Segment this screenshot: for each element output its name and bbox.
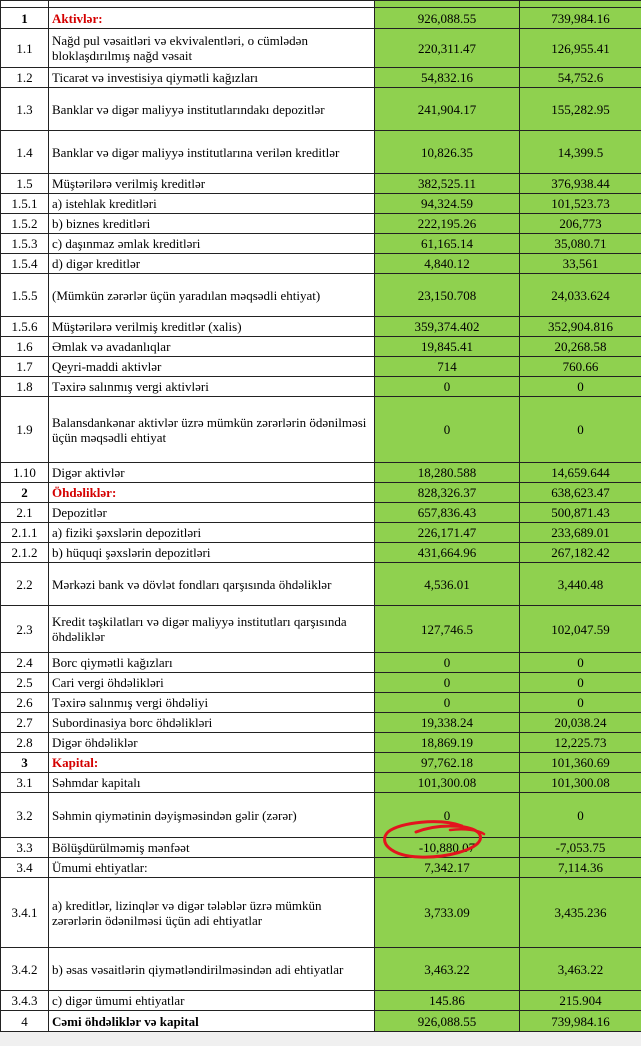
row-label: Kapital:	[49, 753, 375, 773]
value-current-period: 23,150.708	[375, 274, 520, 317]
table-row	[1, 357, 641, 377]
value-current-period: 3,733.09	[375, 878, 520, 948]
value-current-period: 94,324.59	[375, 194, 520, 214]
value-current-period: -10,880.07	[375, 838, 520, 858]
row-label: c) digər ümumi ehtiyatlar	[49, 991, 375, 1011]
value-current-period: 7,342.17	[375, 858, 520, 878]
value-previous-period: 0	[520, 693, 641, 713]
table-row	[1, 317, 641, 337]
value-previous-period: -7,053.75	[520, 838, 641, 858]
table-row	[1, 563, 641, 606]
row-label: Borc qiymətli kağızları	[49, 653, 375, 673]
table-row	[1, 693, 641, 713]
table-row	[1, 8, 641, 29]
table-row	[1, 483, 641, 503]
value-current-period: 0	[375, 793, 520, 838]
table-row	[1, 377, 641, 397]
row-label: Müştərilərə verilmiş kreditlər	[49, 174, 375, 194]
page-bottom-strip	[0, 1032, 641, 1046]
table-row	[1, 606, 641, 653]
row-number: 3.2	[1, 793, 49, 838]
row-number: 3.4.3	[1, 991, 49, 1011]
row-number: 2.7	[1, 713, 49, 733]
row-label: Aktivlər:	[49, 8, 375, 29]
value-current-period: 19,338.24	[375, 713, 520, 733]
value-current-period: 127,746.5	[375, 606, 520, 653]
row-number: 1.8	[1, 377, 49, 397]
value-current-period: 61,165.14	[375, 234, 520, 254]
table-row	[1, 1011, 641, 1032]
row-number: 2.1.1	[1, 523, 49, 543]
value-previous-period: 14,659.644	[520, 463, 641, 483]
table-row	[1, 858, 641, 878]
row-number: 2.6	[1, 693, 49, 713]
value-previous-period: 0	[520, 377, 641, 397]
value-previous-period: 0	[520, 653, 641, 673]
row-label: c) daşınmaz əmlak kreditləri	[49, 234, 375, 254]
value-previous-period: 0	[520, 793, 641, 838]
value-previous-period: 126,955.41	[520, 29, 641, 68]
value-previous-period: 760.66	[520, 357, 641, 377]
row-number: 3.4	[1, 858, 49, 878]
row-label: a) fiziki şəxslərin depozitləri	[49, 523, 375, 543]
table-row	[1, 991, 641, 1011]
value-previous-period: 638,623.47	[520, 483, 641, 503]
row-number: 1.5.4	[1, 254, 49, 274]
table-row	[1, 463, 641, 483]
value-current-period: 3,463.22	[375, 948, 520, 991]
row-label: Mərkəzi bank və dövlət fondları qarşısında öhdəliklər	[49, 563, 375, 606]
row-label: d) digər kreditlər	[49, 254, 375, 274]
value-previous-period: 0	[520, 673, 641, 693]
row-number: 1	[1, 8, 49, 29]
table-row	[1, 878, 641, 948]
value-current-period: 926,088.55	[375, 8, 520, 29]
row-number: 1.6	[1, 337, 49, 357]
table-row	[1, 543, 641, 563]
row-label: Təxirə salınmış vergi aktivləri	[49, 377, 375, 397]
value-previous-period: 35,080.71	[520, 234, 641, 254]
value-previous-period: 0	[520, 397, 641, 463]
row-label: Banklar və digər maliyyə institutlarındakı depozitlər	[49, 88, 375, 131]
row-number: 1.7	[1, 357, 49, 377]
row-label: Cəmi öhdəliklər və kapital	[49, 1011, 375, 1032]
value-previous-period: 376,938.44	[520, 174, 641, 194]
value-previous-period: 3,435.236	[520, 878, 641, 948]
value-current-period: 4,840.12	[375, 254, 520, 274]
value-previous-period: 155,282.95	[520, 88, 641, 131]
value-current-period: 714	[375, 357, 520, 377]
row-label	[49, 1, 375, 8]
row-number: 2.3	[1, 606, 49, 653]
row-label: Qeyri-maddi aktivlər	[49, 357, 375, 377]
row-label: b) hüquqi şəxslərin depozitləri	[49, 543, 375, 563]
row-label: Səhmdar kapitalı	[49, 773, 375, 793]
value-current-period: 0	[375, 377, 520, 397]
row-number: 1.1	[1, 29, 49, 68]
row-label: Öhdəliklər:	[49, 483, 375, 503]
table-row	[1, 713, 641, 733]
row-label: Subordinasiya borc öhdəlikləri	[49, 713, 375, 733]
value-current-period: 657,836.43	[375, 503, 520, 523]
row-label: Banklar və digər maliyyə institutlarına verilən kreditlər	[49, 131, 375, 174]
value-current-period: 19,845.41	[375, 337, 520, 357]
value-previous-period: 500,871.43	[520, 503, 641, 523]
table-row	[1, 948, 641, 991]
row-label: Müştərilərə verilmiş kreditlər (xalis)	[49, 317, 375, 337]
value-previous-period: 215.904	[520, 991, 641, 1011]
table-row	[1, 254, 641, 274]
row-number: 1.4	[1, 131, 49, 174]
value-current-period: 431,664.96	[375, 543, 520, 563]
table-row	[1, 1, 641, 8]
value-previous-period: 101,300.08	[520, 773, 641, 793]
table-row	[1, 773, 641, 793]
row-label: Balansdankənar aktivlər üzrə mümkün zərərlərin ödənilməsi üçün məqsədli ehtiyat	[49, 397, 375, 463]
row-number: 1.5.1	[1, 194, 49, 214]
row-label: a) istehlak kreditləri	[49, 194, 375, 214]
value-current-period: 0	[375, 673, 520, 693]
table-row	[1, 397, 641, 463]
row-number: 3.4.1	[1, 878, 49, 948]
row-number: 1.5.6	[1, 317, 49, 337]
table-row	[1, 214, 641, 234]
value-current-period: 145.86	[375, 991, 520, 1011]
row-number: 1.5.3	[1, 234, 49, 254]
value-current-period: 0	[375, 397, 520, 463]
table-row	[1, 68, 641, 88]
row-label: Digər aktivlər	[49, 463, 375, 483]
value-previous-period: 206,773	[520, 214, 641, 234]
value-current-period: 0	[375, 653, 520, 673]
row-number: 2.1	[1, 503, 49, 523]
value-current-period: 4,536.01	[375, 563, 520, 606]
value-previous-period: 54,752.6	[520, 68, 641, 88]
row-number: 2.5	[1, 673, 49, 693]
table-row	[1, 234, 641, 254]
value-previous-period: 3,440.48	[520, 563, 641, 606]
row-number: 1.5.2	[1, 214, 49, 234]
value-previous-period	[520, 1, 641, 8]
value-current-period: 926,088.55	[375, 1011, 520, 1032]
row-number: 3.1	[1, 773, 49, 793]
table-row	[1, 337, 641, 357]
row-number: 2	[1, 483, 49, 503]
value-current-period: 226,171.47	[375, 523, 520, 543]
row-label: Əmlak və avadanlıqlar	[49, 337, 375, 357]
value-current-period: 54,832.16	[375, 68, 520, 88]
value-current-period: 101,300.08	[375, 773, 520, 793]
value-previous-period: 102,047.59	[520, 606, 641, 653]
value-previous-period: 20,038.24	[520, 713, 641, 733]
value-previous-period: 101,523.73	[520, 194, 641, 214]
table-row	[1, 838, 641, 858]
value-previous-period: 267,182.42	[520, 543, 641, 563]
table-row	[1, 753, 641, 773]
value-previous-period: 101,360.69	[520, 753, 641, 773]
value-previous-period: 739,984.16	[520, 8, 641, 29]
value-current-period: 220,311.47	[375, 29, 520, 68]
row-label: Ümumi ehtiyatlar:	[49, 858, 375, 878]
value-current-period: 0	[375, 693, 520, 713]
row-number: 3.3	[1, 838, 49, 858]
value-current-period: 10,826.35	[375, 131, 520, 174]
value-previous-period: 33,561	[520, 254, 641, 274]
value-previous-period: 7,114.36	[520, 858, 641, 878]
row-number: 1.10	[1, 463, 49, 483]
row-number: 1.3	[1, 88, 49, 131]
table-row	[1, 131, 641, 174]
row-label: Səhmin qiymətinin dəyişməsindən gəlir (zərər)	[49, 793, 375, 838]
table-row	[1, 194, 641, 214]
row-label: Bölüşdürülməmiş mənfəət	[49, 838, 375, 858]
value-previous-period: 352,904.816	[520, 317, 641, 337]
row-label: Kredit təşkilatları və digər maliyyə institutları qarşısında öhdəliklər	[49, 606, 375, 653]
row-number: 4	[1, 1011, 49, 1032]
row-number: 2.2	[1, 563, 49, 606]
row-label: Təxirə salınmış vergi öhdəliyi	[49, 693, 375, 713]
row-label: b) biznes kreditləri	[49, 214, 375, 234]
row-label: Nağd pul vəsaitləri və ekvivalentləri, o cümlədən bloklaşdırılmış nağd vəsait	[49, 29, 375, 68]
table-row	[1, 29, 641, 68]
row-number: 2.4	[1, 653, 49, 673]
value-current-period: 18,869.19	[375, 733, 520, 753]
table-row	[1, 653, 641, 673]
value-current-period: 359,374.402	[375, 317, 520, 337]
table-row	[1, 503, 641, 523]
table-row	[1, 673, 641, 693]
row-number: 3.4.2	[1, 948, 49, 991]
value-current-period: 97,762.18	[375, 753, 520, 773]
row-number: 3	[1, 753, 49, 773]
row-number: 2.8	[1, 733, 49, 753]
row-label: Depozitlər	[49, 503, 375, 523]
value-previous-period: 233,689.01	[520, 523, 641, 543]
value-current-period	[375, 1, 520, 8]
row-number: 1.5.5	[1, 274, 49, 317]
value-previous-period: 3,463.22	[520, 948, 641, 991]
row-number: 1.5	[1, 174, 49, 194]
table-row	[1, 523, 641, 543]
row-number: 1.2	[1, 68, 49, 88]
table-row	[1, 733, 641, 753]
value-current-period: 18,280.588	[375, 463, 520, 483]
table-row	[1, 274, 641, 317]
value-current-period: 222,195.26	[375, 214, 520, 234]
row-label: a) kreditlər, lizinqlər və digər tələblər üzrə mümkün zərərlərin ödənilməsi üçün adi ehtiyatlar	[49, 878, 375, 948]
row-label: Ticarət və investisiya qiymətli kağızları	[49, 68, 375, 88]
value-previous-period: 14,399.5	[520, 131, 641, 174]
value-current-period: 382,525.11	[375, 174, 520, 194]
value-current-period: 828,326.37	[375, 483, 520, 503]
value-previous-period: 20,268.58	[520, 337, 641, 357]
table-row	[1, 174, 641, 194]
value-current-period: 241,904.17	[375, 88, 520, 131]
row-number: 1.9	[1, 397, 49, 463]
row-label: Digər öhdəliklər	[49, 733, 375, 753]
row-number: 2.1.2	[1, 543, 49, 563]
value-previous-period: 24,033.624	[520, 274, 641, 317]
table-row	[1, 88, 641, 131]
row-label: (Mümkün zərərlər üçün yaradılan məqsədli ehtiyat)	[49, 274, 375, 317]
row-number	[1, 1, 49, 8]
value-previous-period: 12,225.73	[520, 733, 641, 753]
value-previous-period: 739,984.16	[520, 1011, 641, 1032]
row-label: b) əsas vəsaitlərin qiymətləndirilməsindən adi ehtiyatlar	[49, 948, 375, 991]
table-row	[1, 793, 641, 838]
row-label: Cari vergi öhdəlikləri	[49, 673, 375, 693]
